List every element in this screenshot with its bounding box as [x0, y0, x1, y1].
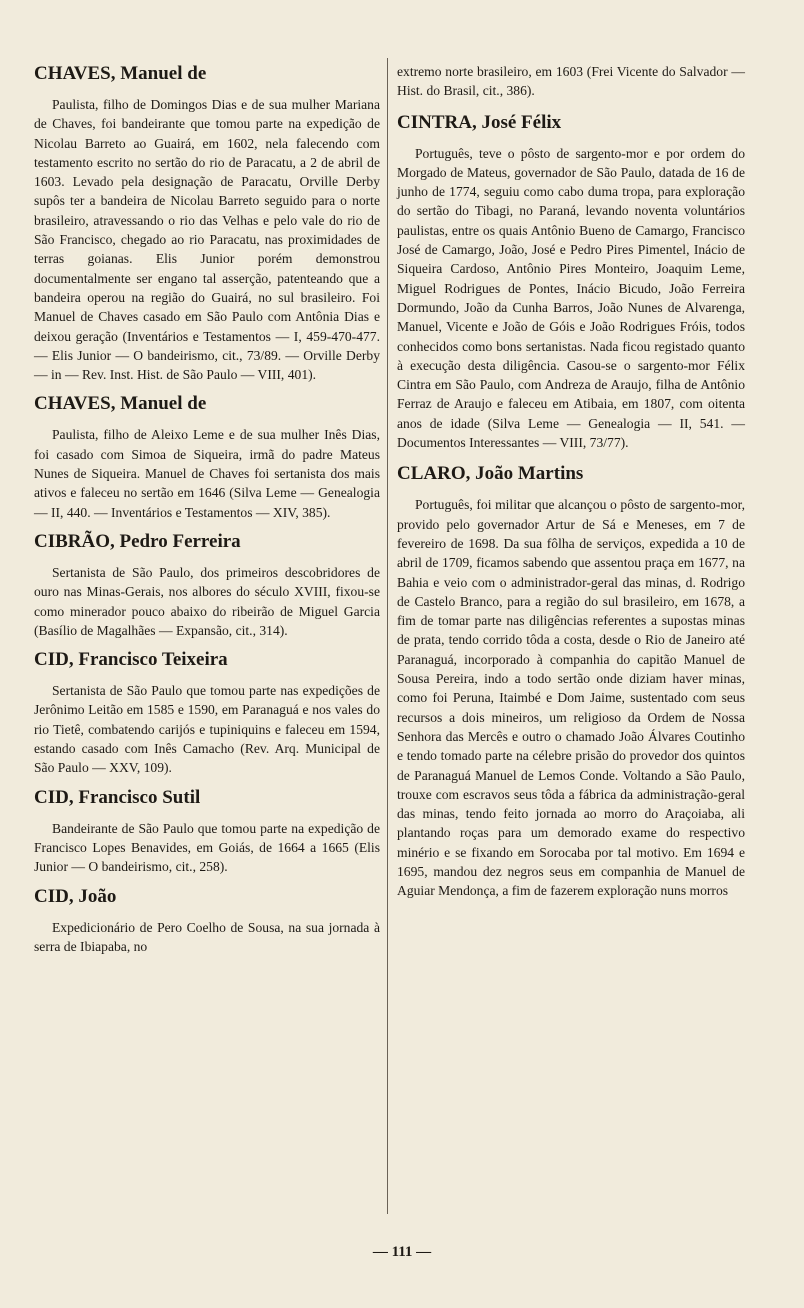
entry-cid-francisco-teixeira	[34, 648, 380, 777]
entry-given-name: Manuel de	[120, 63, 207, 84]
entry-surname: CID,	[34, 885, 74, 907]
entry-given-name: José Félix	[481, 111, 562, 133]
entry-heading	[34, 62, 380, 86]
entry-body: Paulista, filho de Domingos Dias e de sua mulher Mariana de Chaves, foi bandeirante que tomou parte na expedição de Nicolau Barreto ao Guairá, em 1602, nela falecendo com testamento escrito no sertão do rio de Paracatu, a 2 de abril de 1603. Levado pela designação de Paracatu, Orville Derby supôs ter a bandeira de Nicolau Barreto seguido para o norte brasileiro, atravessando o rio das Velhas e pelo vale do rio de São Francisco, chegado ao rio Paracatu, nas proximidades de terras goianas. Elis Junior porém demonstrou documentalmente ser engano tal asserção, patenteando que a bandeira operou na região do Guairá, no sul brasileiro. Foi Manuel de Chaves casado em São Paulo com Antônia Dias e deixou geração (Inventários e Testamentos — I, 459-470-477. — Elis Junior — O bandeirismo, cit., 73/89. — Orville Derby — in — Rev. Inst. Hist. de São Paulo — VIII, 401).	[34, 97, 380, 383]
column-divider	[387, 58, 388, 1214]
entry-cintra	[397, 111, 745, 453]
entry-chaves-2	[34, 392, 380, 521]
entry-heading	[34, 392, 380, 416]
entry-surname: CID,	[34, 786, 74, 808]
entry-surname: CLARO,	[397, 463, 471, 485]
entry-continuation	[397, 62, 745, 101]
entry-given-name: João	[78, 885, 117, 907]
entry-body: Bandeirante de São Paulo que tomou parte na expedição de Francisco Lopes Benavides, em Goiás, de 1664 a 1665 (Elis Junior — O bandeirismo, cit., 258).	[34, 820, 380, 875]
left-column	[34, 62, 380, 964]
page-number: — 111 —	[372, 1244, 432, 1260]
entry-given-name: João Martins	[475, 463, 584, 485]
entry-heading	[397, 462, 745, 486]
continued-text: extremo norte brasileiro, em 1603 (Frei Vicente do Salvador — Hist. do Brasil, cit., 386).	[397, 64, 745, 99]
entry-heading	[34, 786, 380, 810]
entry-cid-francisco-sutil	[34, 786, 380, 877]
entry-surname: CINTRA,	[397, 111, 477, 133]
entry-heading	[397, 111, 745, 135]
entry-given-name: Francisco Teixeira	[78, 649, 228, 671]
entry-cid-joao	[34, 885, 380, 957]
entry-given-name: Francisco Sutil	[78, 786, 201, 808]
entry-chaves-1	[34, 62, 380, 384]
entry-claro	[397, 462, 745, 900]
entry-body: Sertanista de São Paulo, dos primeiros descobridores de ouro nas Minas-Gerais, nos albores do século XVIII, fixou-se como minerador pouco abaixo do ribeirão de Miguel Garcia (Basílio de Magalhães — Expansão, cit., 314).	[34, 564, 380, 638]
entry-surname: CIBRÃO,	[34, 530, 115, 552]
entry-heading	[34, 885, 380, 909]
entry-body: Sertanista de São Paulo que tomou parte nas expedições de Jerônimo Leitão em 1585 e 1590, em Paranaguá e nos vales do rio Tietê, combatendo carijós e tupiniquins e faleceu em 1594, estando casado com Inês Camacho (Rev. Arq. Municipal de São Paulo — XXV, 109).	[34, 683, 380, 776]
entry-given-name: Pedro Ferreira	[119, 530, 241, 552]
entry-surname: CHAVES,	[34, 63, 116, 84]
entry-heading	[34, 530, 380, 554]
entry-cibrao	[34, 530, 380, 640]
entry-body: Português, foi militar que alcançou o pôsto de sargento-mor, provido pelo governador Artur de Sá e Meneses, em 7 de fevereiro de 1698. Da sua fôlha de serviços, expedida a 10 de abril de 1709, ficamos sabendo que assentou praça em 1677, na Bahia e veio com o administrador-geral das minas, d. Rodrigo de Castelo Branco, para a região do sul brasileiro, em 1678, a fim de tomar parte nas diligências referentes a supostas minas de prata, tendo corrido tôda a costa, desde o Rio de Janeiro até Paranaguá, incorporado à companhia do capitão Manuel de Sousa Pereira, indo a todo sertão onde diziam haver minas, como foi Peruna, Itaimbé e Dom Jaime, sustentado com seus recursos a dois mineiros, um religioso da Ordem de Nossa Senhora das Mercês e outro o chamado João Álvares Coutinho e tendo tomado parte na célebre prisão do provedor dos quintos de Paranaguá Manuel de Lemos Conde. Voltando a São Paulo, trouxe com escravos seus tôda a fábrica da administração-geral das minas, tendo feito jornada ao morro do Araçoiaba, ali plantando roças para um demorado exame do respectivo minério e se fixando em Sorocaba por tal motivo. Em 1694 e 1695, mandou dez negros seus em companhia de Manuel de Aguiar Mendonça, a fim de fazerem exploração nuns morros	[397, 497, 745, 899]
entry-body: Expedicionário de Pero Coelho de Sousa, na sua jornada à serra de Ibiapaba, no	[34, 919, 380, 954]
right-column	[397, 62, 745, 909]
entry-body: Português, teve o pôsto de sargento-mor e por ordem do Morgado de Mateus, governador de São Paulo, datada de 16 de junho de 1774, seguiu como cabo duma tropa, para exploração do sertão do Tibagi, no Paraná, levando noventa voluntários paulistas, entre os quais Antônio Bueno de Camargo, Francisco José de Camargo, João, José e Pedro Pires Pimentel, Inácio de Siqueira Cardoso, Antônio Pires Monteiro, Joaquim Leme, Miguel Rodrigues de Pontes, Inácio Bicudo, João Ferreira Dormundo, João da Cunha Barros, João Nunes de Alvarenga, Manuel, Vicente e João de Góis e João Rodrigues Fróis, todos conhecidos como bons sertanistas. Nada ficou registado quanto à execução desta diligência. Casou-se o sargento-mor Félix Cintra em São Paulo, com Andreza de Araujo, filha de Antônio Ferraz de Araujo e faleceu em Atibaia, em 1807, com oitenta anos de idade (Silva Leme — Genealogia — II, 541. — Documentos Interessantes — VIII, 73/77).	[397, 145, 745, 451]
entry-heading	[34, 648, 380, 672]
entry-body: Paulista, filho de Aleixo Leme e de sua mulher Inês Dias, foi casado com Simoa de Siqueira, irmã do padre Mateus Nunes de Siqueira. Manuel de Chaves foi sertanista dos mais ativos e faleceu no sertão em 1646 (Silva Leme — Genealogia — II, 440. — Inventários e Testamentos — XIV, 385).	[34, 427, 380, 520]
entry-surname: CHAVES,	[34, 393, 116, 415]
entry-surname: CID,	[34, 649, 74, 671]
entry-given-name: Manuel de	[120, 393, 207, 415]
